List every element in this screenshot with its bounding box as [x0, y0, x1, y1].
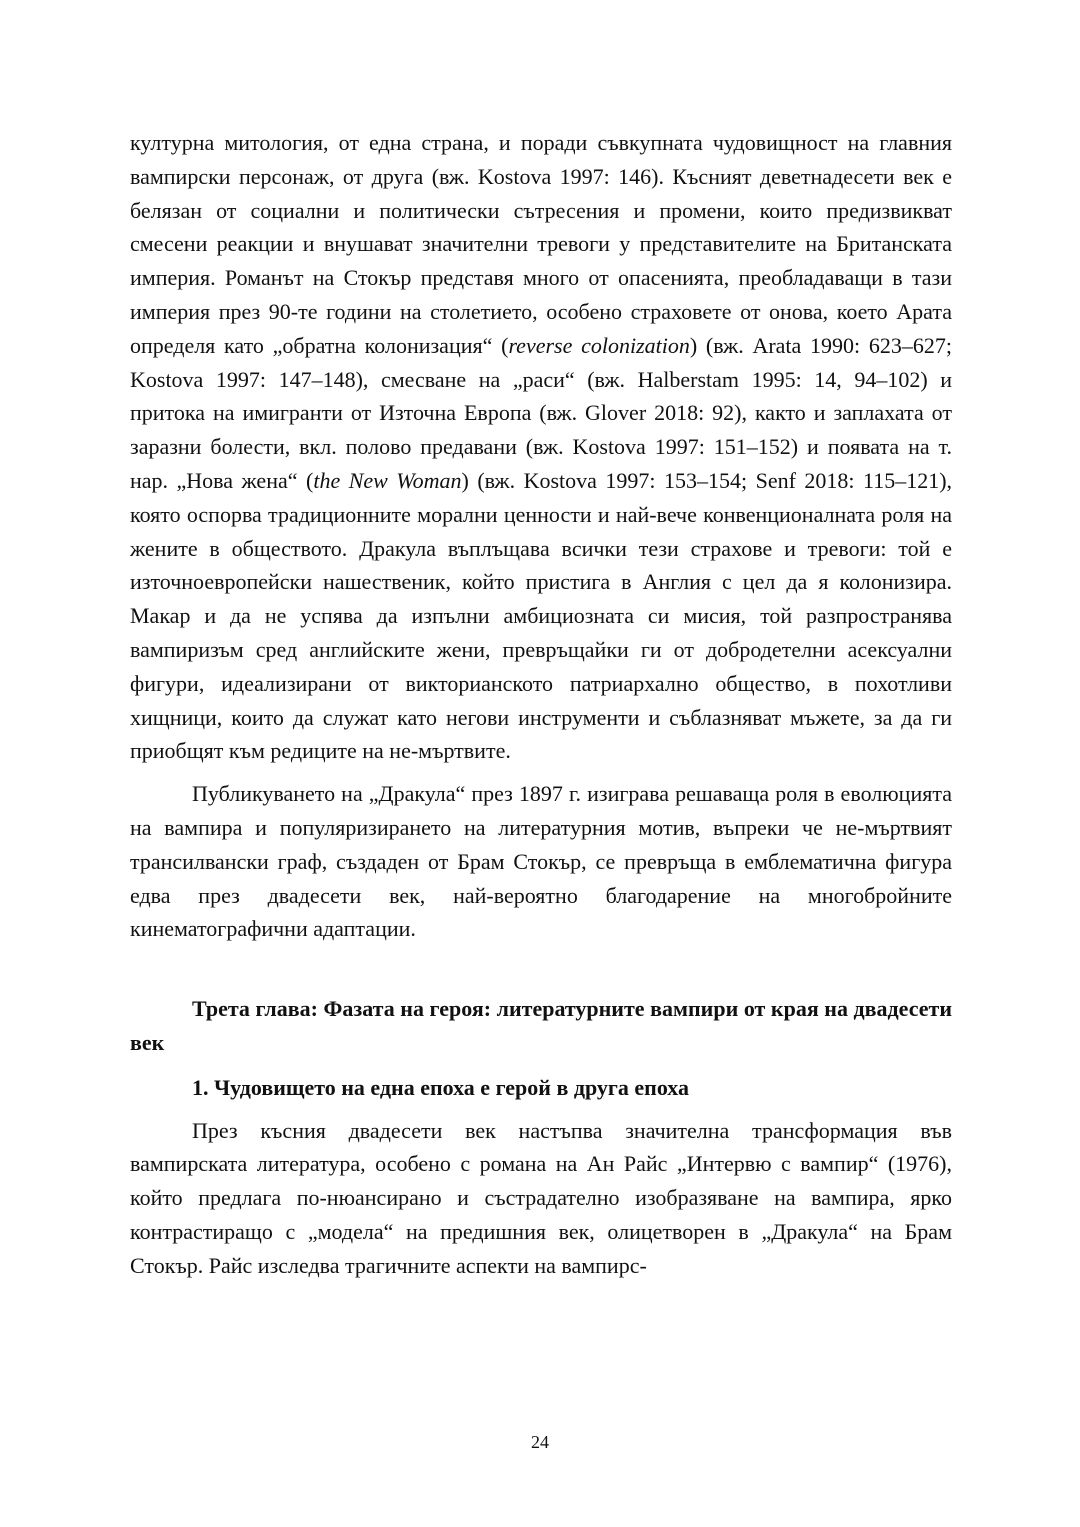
italic-term-reverse-colonization: reverse colonization: [508, 332, 690, 358]
chapter-heading: Трета глава: Фазата на героя: литературните вампири от края на двадесети век: [130, 996, 952, 1055]
section-heading: 1. Чудовището на една епоха е герой в друга епоха: [192, 1074, 689, 1100]
body-paragraph-1: [130, 126, 952, 768]
body-paragraph-2: Публикуването на „Дракула“ през 1897 г. изиграва решаваща роля в еволюцията на вампира и популяризирането на литературния мотив, въпреки че не-мъртвият трансилвански граф, създаден от Брам Стокър, се превръща в емблематична фигура едва през двадесети век, най-вероятно благодарение на многобройните кинематографични адаптации.: [130, 781, 952, 942]
paragraph-1-text-part-1: културна митология, от една страна, и поради съвкупната чудовищност на главния вампирски персонаж, от друга (вж. Kostova 1997: 146). Късният деветнадесети век е белязан от социални и политически сътресения и промени, които предизвикват смесени реакции и внушават значителни тревоги у представителите на Британската империя. Романът на Стокър представя много от опасенията, преобладаващи в тази империя през 90-те години на столетието, особено страховете от онова, което Арата определя като „обратна колонизация“ (: [130, 130, 952, 358]
body-paragraph-3: През късния двадесети век настъпва значителна трансформация във вампирската литература, особено с романа на Ан Райс „Интервю с вампир“ (1976), който предлага по-нюансирано и състрадателно изобразяване на вампира, ярко контрастиращо с „модела“ на предишния век, олицетворен в „Дракула“ на Брам Стокър. Райс изследва трагичните аспекти на вампирс-: [130, 1117, 952, 1278]
paragraph-1-text-part-3: ) (вж. Kostova 1997: 153–154; Senf 2018: 115–121), която оспорва традиционните морални ценности и най-вече конвенционалната роля на жените в обществото. Дракула въплъщава всички тези страхове и тревоги: той е източноевропейски нашественик, който пристига в Англия с цел да я колонизира. Макар и да не успява да изпълни амбициозната си мисия, той разпространява вампиризъм сред английските жени, превръщайки ги от добродетелни асексуални фигури, идеализирани от викторианското патриархално общество, в похотливи хищници, които да служат като негови инструменти и съблазняват мъжете, за да ги приобщят към редиците на не-мъртвите.: [130, 467, 953, 764]
italic-term-new-woman: the New Woman: [313, 467, 462, 493]
paragraph-1-text-part-2: ) (вж. Arata 1990: 623–627; Kostova 1997: 147–148), смесване на „раси“ (вж. Halberstam 1995: 14, 94–102) и притока на имигранти от Източна Европа (вж. Glover 2018: 92), както и заплахата от заразни болести, вкл. полово предавани (вж. Kostova 1997: 151–152) и появата на т. нар. „Нова жена“ (: [130, 332, 952, 493]
page-body: [130, 126, 952, 1283]
page-number: 24: [531, 1432, 549, 1452]
